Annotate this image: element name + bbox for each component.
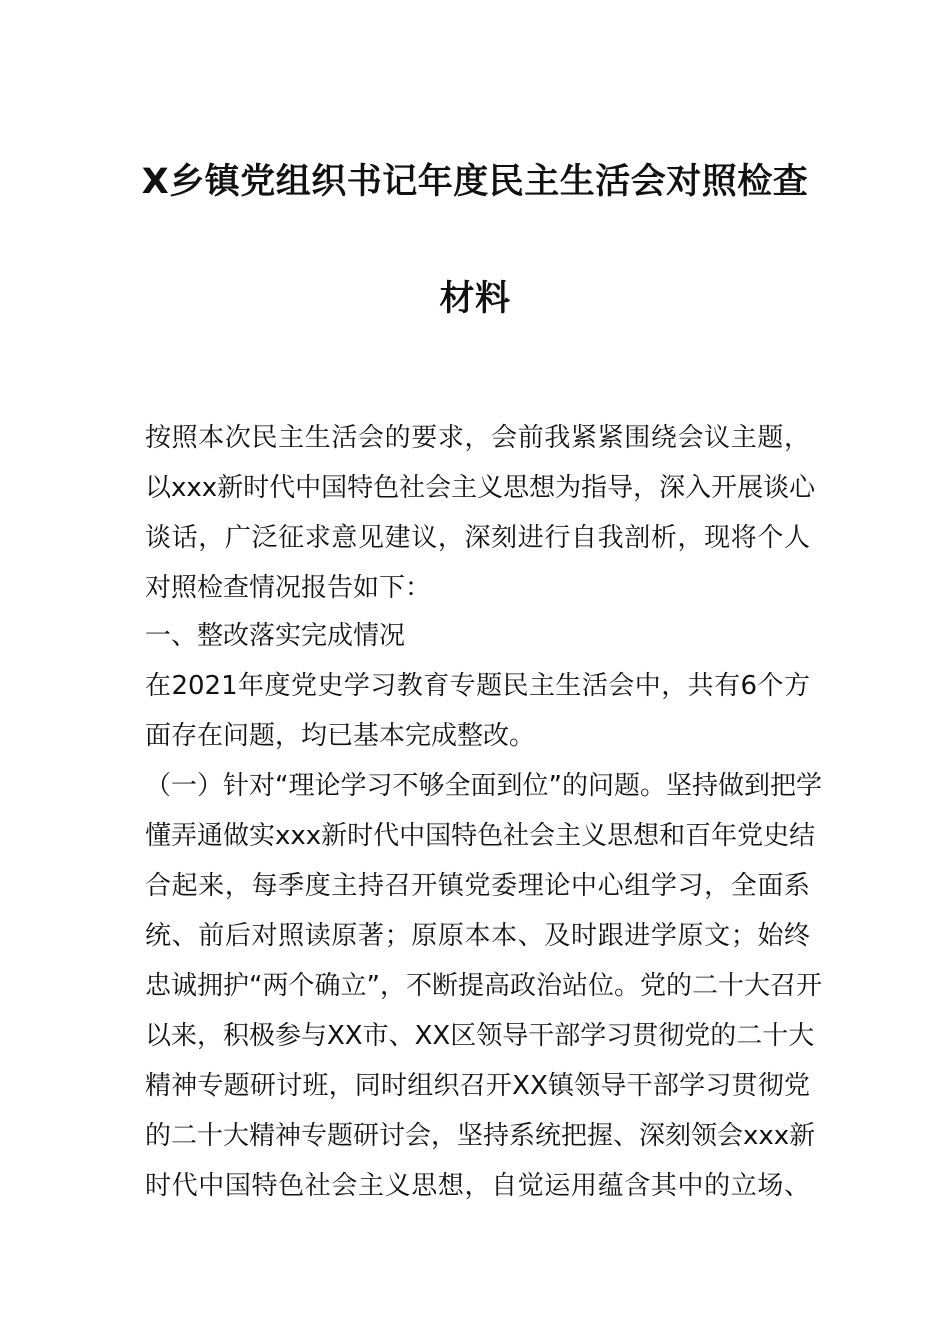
- body-line: 面存在问题，均已基本完成整改。: [145, 721, 536, 751]
- body-line: 在2021年度党史学习教育专题民主生活会中，共有6个方: [145, 671, 810, 701]
- body-line: 的二十大精神专题研讨会，坚持系统把握、深刻领会xxx新: [145, 1121, 816, 1151]
- body-line: 谈话，广泛征求意见建议，深刻进行自我剖析，现将个人: [145, 523, 810, 553]
- body-line: 时代中国特色社会主义思想，自觉运用蕴含其中的立场、: [145, 1171, 810, 1201]
- section-heading: 一、整改落实完成情况: [145, 621, 406, 651]
- body-line: 按照本次民主生活会的要求，会前我紧紧围绕会议主题，: [145, 423, 810, 453]
- body-line: （一）针对“理论学习不够全面到位”的问题。坚持做到把学: [145, 771, 822, 801]
- body-line: 以xxx新时代中国特色社会主义思想为指导，深入开展谈心: [145, 473, 816, 503]
- body-line: 对照检查情况报告如下：: [145, 573, 432, 603]
- body-line: 精神专题研讨班，同时组织召开XX镇领导干部学习贯彻党: [145, 1071, 810, 1101]
- body-line: 统、前后对照读原著；原原本本、及时跟进学原文；始终: [145, 921, 810, 951]
- body-line: 懂弄通做实xxx新时代中国特色社会主义思想和百年党史结: [145, 821, 816, 851]
- document-title-line-2: 材料: [439, 279, 511, 319]
- document-title-line-1: X乡镇党组织书记年度民主生活会对照检查: [141, 162, 809, 202]
- body-line: 合起来，每季度主持召开镇党委理论中心组学习，全面系: [145, 871, 810, 901]
- body-line: 忠诚拥护“两个确立”，不断提高政治站位。党的二十大召开: [145, 971, 822, 1001]
- body-line: 以来，积极参与XX市、XX区领导干部学习贯彻党的二十大: [145, 1021, 815, 1051]
